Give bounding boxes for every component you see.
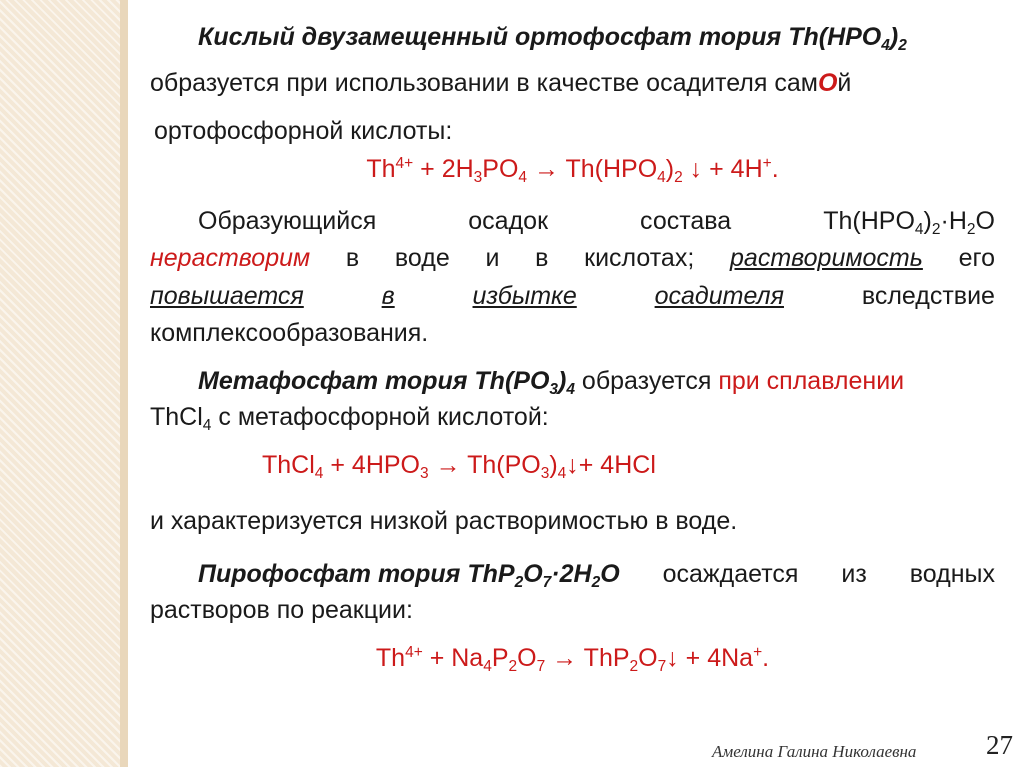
- title-text: Кислый двузамещенный ортофосфат тория Th(HPO: [198, 23, 882, 51]
- eq-part: ↓+ 4HCl: [566, 451, 656, 479]
- eq-sub: 3: [540, 464, 550, 482]
- title-line: [198, 22, 995, 52]
- bold-italic-text: O: [523, 560, 543, 588]
- formula-part: O: [975, 207, 995, 235]
- text: образуется: [574, 367, 719, 395]
- bold-italic-text: O: [600, 560, 620, 588]
- eq-part: Th: [375, 644, 406, 672]
- eq-sub: 4: [657, 168, 666, 186]
- formula-part: Th(HPO: [823, 207, 915, 235]
- eq-sup: +: [762, 155, 772, 173]
- eq-part: ): [549, 451, 558, 479]
- word: из: [841, 560, 867, 588]
- paragraph-line: [150, 595, 995, 625]
- eq-part: P: [491, 644, 509, 672]
- word: состава: [640, 207, 732, 235]
- text: комплексообразования.: [150, 319, 429, 347]
- paragraph-line: [150, 506, 995, 536]
- text: растворов по реакции:: [150, 596, 413, 624]
- word: воде: [394, 244, 450, 272]
- formula-part: ): [923, 207, 932, 235]
- underlined-word: избытке: [472, 282, 577, 310]
- underlined-word: осадителя: [654, 282, 784, 310]
- highlight-letter: О: [817, 69, 838, 97]
- eq-part: .: [771, 155, 779, 183]
- paragraph-line: [150, 281, 995, 311]
- title-sub: 4: [881, 36, 890, 54]
- paragraph-line: [150, 243, 995, 273]
- equation-3: [150, 643, 995, 673]
- formula-sub: 3: [549, 380, 559, 398]
- word: в: [345, 244, 360, 272]
- equation-1: [150, 154, 995, 184]
- title-sub: 2: [898, 36, 907, 54]
- eq-part: ↓ + 4Na: [666, 644, 754, 672]
- red-text: при сплавлении: [718, 367, 905, 395]
- formula-sub: 7: [542, 573, 552, 591]
- formula-sub: 4: [202, 416, 212, 434]
- text: ортофосфорной кислоты:: [154, 117, 453, 145]
- eq-part: → Th(PO: [428, 451, 541, 479]
- word: осаждается: [662, 560, 799, 588]
- eq-part: PO: [482, 155, 519, 183]
- eq-part: ): [665, 155, 675, 183]
- paragraph-line: [150, 402, 995, 432]
- bold-italic-text: ·2H: [551, 560, 592, 588]
- word: вследствие: [861, 282, 995, 310]
- author-name: Амелина Галина Николаевна: [712, 742, 917, 761]
- eq-part: + 4HPO: [323, 451, 420, 479]
- eq-part: .: [762, 644, 770, 672]
- eq-sub: 4: [314, 464, 324, 482]
- word: кислотах;: [584, 244, 695, 272]
- eq-sub: 7: [657, 657, 667, 675]
- word: водных: [909, 560, 995, 588]
- equation-2: [262, 450, 1024, 480]
- paragraph-line: [198, 366, 995, 396]
- paragraph-line: [198, 206, 995, 236]
- eq-sup: 4+: [405, 644, 423, 662]
- eq-sub: 7: [536, 657, 546, 675]
- eq-part: → Th(HPO: [527, 155, 658, 183]
- word: осадок: [468, 207, 549, 235]
- eq-part: → ThP: [545, 644, 630, 672]
- bold-italic-text: ): [558, 367, 567, 395]
- formula: [823, 206, 995, 236]
- text: с метафосфорной кислотой:: [211, 403, 549, 431]
- eq-sub: 4: [483, 657, 492, 675]
- title-paren: ): [889, 23, 899, 51]
- eq-part: + Na: [422, 644, 484, 672]
- formula-sub: 2: [966, 220, 976, 238]
- eq-sup: +: [753, 644, 763, 662]
- formula-sub: 2: [514, 573, 524, 591]
- word: его: [958, 244, 995, 272]
- eq-sub: 3: [473, 168, 483, 186]
- formula-sub: 2: [591, 573, 601, 591]
- underlined-word: повышается: [150, 282, 304, 310]
- eq-part: O: [638, 644, 658, 672]
- word: в: [535, 244, 549, 272]
- underlined-word: в: [381, 282, 395, 310]
- eq-part: Th: [366, 155, 396, 183]
- eq-sub: 2: [508, 657, 518, 675]
- text: образуется при использовании в качестве осадителя сам: [150, 69, 818, 97]
- formula-sub: 2: [931, 220, 941, 238]
- word: и: [485, 244, 500, 272]
- formula-part: ·H: [940, 207, 967, 235]
- bold-italic-text: Метафосфат тория Th(PO: [198, 367, 550, 395]
- eq-sub: 2: [674, 168, 683, 186]
- eq-part: ↓ + 4H: [682, 155, 763, 183]
- underlined-word: растворимость: [730, 244, 923, 272]
- text: и характеризуется низкой растворимостью в воде.: [150, 507, 738, 535]
- eq-sub: 4: [518, 168, 528, 186]
- formula-part: ThCl: [150, 403, 203, 431]
- decorative-left-band: [0, 0, 120, 767]
- paragraph-line: [150, 68, 995, 98]
- formula-sub: 4: [914, 220, 924, 238]
- eq-sub: 3: [420, 464, 429, 482]
- eq-part: O: [517, 644, 537, 672]
- paragraph-line: [154, 116, 999, 146]
- formula-sub: 4: [566, 380, 575, 398]
- eq-sub: 2: [629, 657, 639, 675]
- paragraph-line: [150, 318, 995, 348]
- eq-sub: 4: [557, 464, 567, 482]
- text: й: [837, 69, 852, 97]
- decorative-band-edge: [120, 0, 128, 767]
- eq-sup: 4+: [395, 155, 414, 173]
- formula-bold: [198, 559, 620, 589]
- red-italic-word: нерастворим: [150, 244, 311, 272]
- bold-italic-text: Пирофосфат тория ThP: [198, 560, 515, 588]
- paragraph-line: [198, 559, 995, 589]
- eq-part: ThCl: [262, 451, 315, 479]
- word: Образующийся: [198, 207, 377, 235]
- page-number: 27: [986, 730, 1013, 760]
- eq-part: + 2H: [413, 155, 474, 183]
